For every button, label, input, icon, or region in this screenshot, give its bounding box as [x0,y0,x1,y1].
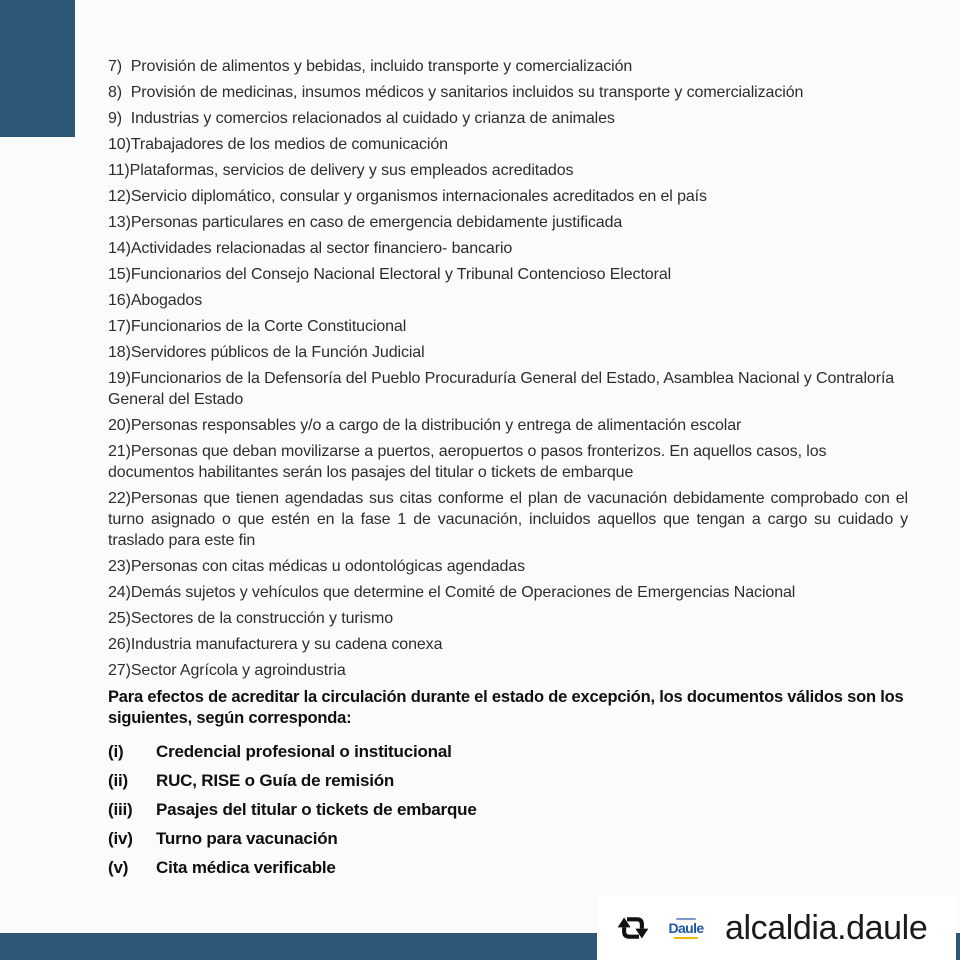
account-username: alcaldia.daule [725,909,928,947]
document-item-marker: (iii) [108,800,133,819]
activity-item: 24)Demás sujetos y vehículos que determine el Comité de Operaciones de Emergencias Nacional [108,584,796,601]
activity-item: 25)Sectores de la construcción y turismo [108,610,394,627]
document-item [108,770,908,791]
activity-item: 15)Funcionarios del Consejo Nacional Electoral y Tribunal Contencioso Electoral [108,266,672,283]
activity-item: 21)Personas que deban movilizarse a puertos, aeropuertos o pasos fronterizos. En aquellos casos, los documentos habilitantes serán los pasajes del titular o tickets de embarque [108,443,831,481]
activity-item: 8) Provisión de medicinas, insumos médicos y sanitarios incluidos su transporte y comercialización [108,84,804,101]
activity-item: 10)Trabajadores de los medios de comunicación [108,136,448,153]
activity-item: 16)Abogados [108,292,203,309]
document-item [108,857,908,878]
document-item-marker: (ii) [108,771,128,790]
daule-logo-swoosh [674,937,698,939]
document-item [108,741,908,762]
activity-item: 26)Industria manufacturera y su cadena conexa [108,636,443,653]
activity-item: 22)Personas que tienen agendadas sus citas conforme el plan de vacunación debidamente comprobado con el turno asignado o que estén en la fase 1 de vacunación, incluidos aquellos que tengan a cargo su cuidado y traslado para este fin [108,490,913,549]
activity-list [108,56,913,681]
activity-item: 9) Industrias y comercios relacionados al cuidado y crianza de animales [108,110,615,127]
document-item-label: RUC, RISE o Guía de remisión [156,771,395,790]
activity-item: 20)Personas responsables y/o a cargo de la distribución y entrega de alimentación escolar [108,417,742,434]
activity-item: 12)Servicio diplomático, consular y organismos internacionales acreditados en el país [108,188,707,205]
activity-item: 27)Sector Agrícola y agroindustria [108,662,346,679]
activity-item: 19)Funcionarios de la Defensoría del Pueblo Procuraduría General del Estado, Asamblea Nacional y Contraloría General del Estado [108,370,899,408]
corner-accent-block [0,0,75,137]
activity-item: 17)Funcionarios de la Corte Constitucional [108,318,407,335]
document-item-label: Turno para vacunación [156,829,338,848]
activity-item: 7) Provisión de alimentos y bebidas, incluido transporte y comercialización [108,58,633,75]
activity-item: 13)Personas particulares en caso de emergencia debidamente justificada [108,214,623,231]
repost-icon [613,908,653,948]
activity-item: 18)Servidores públicos de la Función Judicial [108,344,425,361]
repost-attribution [597,896,956,960]
activity-item: 14)Actividades relacionadas al sector financiero- bancario [108,240,513,257]
documents-intro: Para efectos de acreditar la circulación durante el estado de excepción, los documentos válidos son los siguientes, según corresponda: [108,688,904,727]
document-item [108,828,908,849]
document-item-marker: (v) [108,858,129,877]
document-item-label: Pasajes del titular o tickets de embarque [156,800,477,819]
activity-item: 11)Plataformas, servicios de delivery y sus empleados acreditados [108,162,574,179]
document-item-label: Credencial profesional o institucional [156,742,452,761]
documents-list [108,741,908,878]
document-item [108,799,908,820]
daule-logo [665,918,707,939]
document-item-label: Cita médica verificable [156,858,336,877]
notice-content [108,56,913,886]
document-item-marker: (i) [108,742,124,761]
document-item-marker: (iv) [108,829,133,848]
daule-logo-text: Daule [668,919,704,936]
activity-item: 23)Personas con citas médicas u odontológicas agendadas [108,558,525,575]
